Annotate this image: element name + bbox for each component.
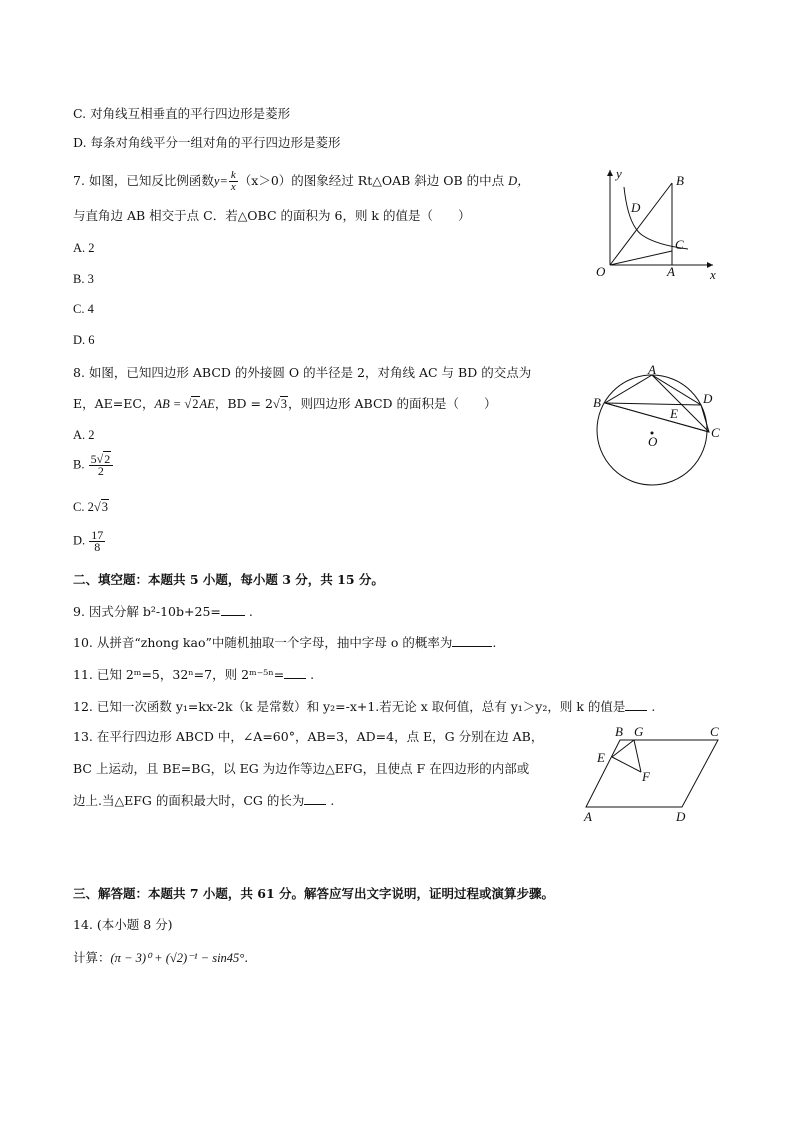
q7-label-b: B xyxy=(676,173,684,188)
q7-line2: 与直角边 AB 相交于点 C．若△OBC 的面积为 6，则 k 的值是（ ） xyxy=(73,208,471,223)
q8-option-a: A. 2 xyxy=(73,428,95,442)
q13-label-e: E xyxy=(597,750,605,765)
q8-label-e: E xyxy=(670,406,678,421)
q13-label-c: C xyxy=(710,724,719,739)
q8-label-b: B xyxy=(593,395,601,410)
q8-option-c: C. 2√3 xyxy=(73,500,108,514)
q8-figure xyxy=(585,360,725,490)
section-2-heading: 二、填空题：本题共 5 小题，每小题 3 分，共 15 分。 xyxy=(73,572,384,587)
q13-line2: BC 上运动，且 BE=BG，以 EG 为边作等边△EFG，且使点 F 在四边形的内部或 xyxy=(73,761,530,776)
q7-option-b: B. 3 xyxy=(73,272,94,286)
q14-calc: 计算：(π − 3)⁰ + (√2)⁻¹ − sin45°. xyxy=(73,950,249,965)
q9: 9. 因式分解 b²-10b+25= . xyxy=(73,601,253,622)
q13-label-b: B xyxy=(615,724,623,739)
q7-label-d: D xyxy=(631,200,641,215)
q7-label-x: x xyxy=(710,267,716,282)
q12: 12. 已知一次函数 y₁=kx-2k（k 是常数）和 y₂=-x+1.若无论 x 取何值，总有 y₁＞y₂，则 k 的值是 . xyxy=(73,696,655,717)
q8-label-o: O xyxy=(648,434,658,449)
q7-label-c: C xyxy=(675,237,684,252)
q13-figure xyxy=(578,722,728,827)
q7-label-o: O xyxy=(596,264,606,279)
q13-label-f: F xyxy=(642,769,650,784)
q7-option-a: A. 2 xyxy=(73,241,95,255)
option-d-prev: D. 每条对角线平分一组对角的平行四边形是菱形 xyxy=(73,135,341,150)
q13-label-g: G xyxy=(634,724,644,739)
q8-label-a: A xyxy=(648,362,656,377)
q8-option-b: B. $\frac{5√2}{2}$ xyxy=(73,454,114,477)
q7-fraction: $\frac{k}{x}$ xyxy=(230,169,236,193)
q8-option-d: D. $\frac{17}{8}$ xyxy=(73,528,104,554)
q14-head: 14. (本小题 8 分) xyxy=(73,917,173,932)
q7-option-d: D. 6 xyxy=(73,333,95,347)
q7-option-c: C. 4 xyxy=(73,302,94,316)
q7-line1: 7. 如图，已知反比例函数y= $\frac{k}{x}$ （x＞0）的图象经过 Rt△OAB 斜边 OB 的中点 D， xyxy=(73,169,530,193)
q8-label-c: C xyxy=(711,425,720,440)
q13-label-a: A xyxy=(584,809,592,824)
q11: 11. 已知 2ᵐ=5，32ⁿ=7，则 2ᵐ⁻⁵ⁿ= . xyxy=(73,664,314,685)
q8-line1: 8. 如图，已知四边形 ABCD 的外接圆 O 的半径是 2，对角线 AC 与 BD 的交点为 xyxy=(73,365,532,380)
q13-line1: 13. 在平行四边形 ABCD 中，∠A=60°，AB=3，AD=4，点 E，G 分别在边 AB， xyxy=(73,729,544,744)
q7-figure xyxy=(588,165,728,285)
q13-label-d: D xyxy=(676,809,686,824)
q7-label-y: y xyxy=(616,166,622,181)
q7-label-a: A xyxy=(667,264,675,279)
q8-label-d: D xyxy=(703,391,713,406)
q10: 10. 从拼音“zhong kao”中随机抽取一个字母，抽中字母 o 的概率为 . xyxy=(73,632,496,653)
q8-line2: E，AE=EC，AB = √2AE，BD = 2√3，则四边形 ABCD 的面积是（ ） xyxy=(73,396,497,411)
q13-line3: 边上.当△EFG 的面积最大时，CG 的长为 . xyxy=(73,790,334,811)
option-c-prev: C. 对角线互相垂直的平行四边形是菱形 xyxy=(73,106,291,121)
section-3-heading: 三、解答题：本题共 7 小题，共 61 分。解答应写出文字说明，证明过程或演算步骤。 xyxy=(73,886,555,901)
